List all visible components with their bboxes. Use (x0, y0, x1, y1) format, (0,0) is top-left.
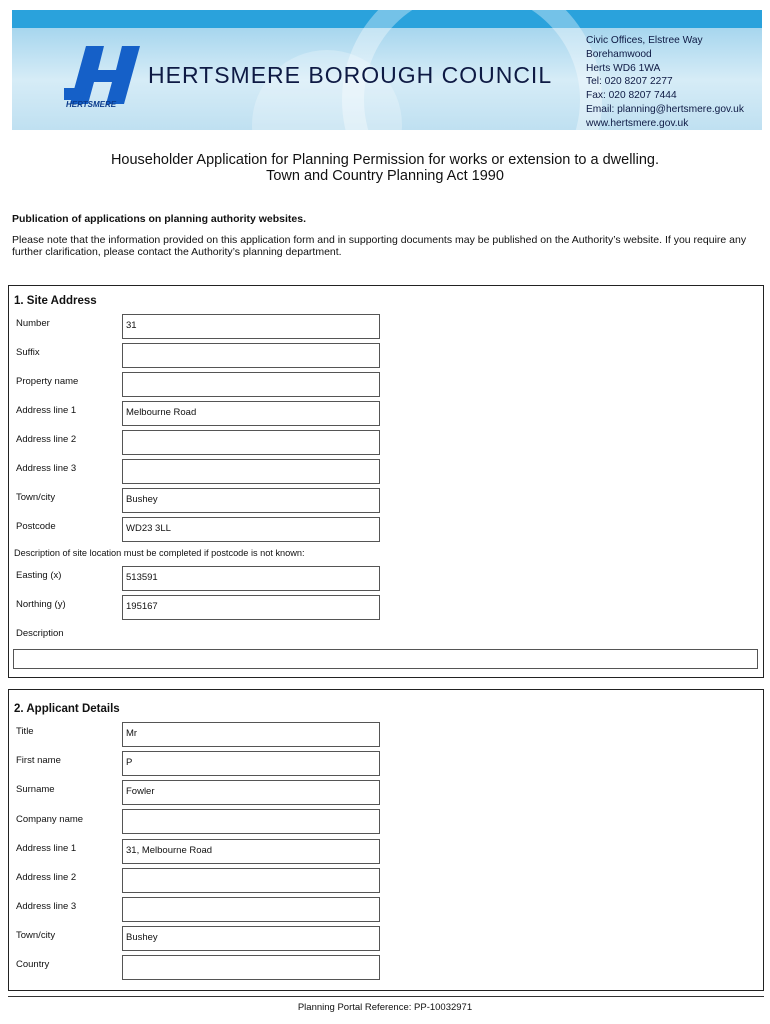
site-address-section (8, 285, 764, 678)
publication-note: Please note that the information provided on this application form and in supporting documents may be published on the Authority’s website. If you require any further clarification, please contact the Authority’s planning department. (12, 234, 747, 258)
contact-line: Fax: 020 8207 7444 (586, 90, 677, 102)
section-title: 1. Site Address (14, 295, 97, 307)
description-field[interactable] (13, 649, 758, 669)
contact-line: Civic Offices, Elstree Way (586, 35, 703, 46)
field-label: Address line 2 (16, 434, 77, 445)
property-name-field[interactable] (122, 372, 380, 397)
address-line3-field[interactable] (122, 459, 380, 484)
field-label: Postcode (16, 521, 56, 532)
field-label: Northing (y) (16, 599, 66, 610)
contact-line: Herts WD6 1WA (586, 62, 661, 74)
address-line2-field[interactable] (122, 430, 380, 455)
easting-field[interactable]: 513591 (122, 566, 380, 591)
company-name-field[interactable] (122, 809, 380, 834)
field-label: Company name (16, 814, 84, 825)
field-label: Address line 1 (16, 843, 77, 854)
field-label: Address line 3 (16, 901, 77, 912)
field-label: Number (16, 318, 50, 329)
field-label: Easting (x) (16, 570, 62, 581)
applicant-address-line3-field[interactable] (122, 897, 380, 922)
contact-line: Borehamwood (586, 48, 652, 60)
council-name: HERTSMERE BOROUGH COUNCIL (148, 62, 553, 88)
form-title-line1: Householder Application for Planning Permission for works or extension to a dwelling. (110, 152, 660, 168)
applicant-town-city-field[interactable]: Bushey (122, 926, 380, 951)
portal-reference: Planning Portal Reference: PP-10032971 (297, 1002, 473, 1013)
applicant-address-line2-field[interactable] (122, 868, 380, 893)
field-label: Suffix (16, 347, 40, 358)
form-title (0, 152, 770, 184)
footer-divider (8, 996, 764, 997)
logo-wordmark: HERTSMERE (66, 100, 117, 109)
suffix-field[interactable] (122, 343, 380, 368)
contact-website[interactable]: www.hertsmere.gov.uk (586, 117, 689, 129)
section-title: 2. Applicant Details (14, 703, 120, 715)
applicant-address-line1-field[interactable]: 31, Melbourne Road (122, 839, 380, 864)
field-label: Country (16, 959, 50, 970)
country-field[interactable] (122, 955, 380, 980)
field-label: Town/city (16, 930, 56, 941)
publication-heading: Publication of applications on planning authority websites. (12, 213, 307, 225)
field-label: Address line 3 (16, 463, 77, 474)
field-label: First name (16, 755, 61, 766)
title-field[interactable]: Mr (122, 722, 380, 747)
address-line1-field[interactable]: Melbourne Road (122, 401, 380, 426)
town-city-field[interactable]: Bushey (122, 488, 380, 513)
contact-block (586, 34, 744, 130)
applicant-details-section (8, 689, 764, 991)
field-label: Title (16, 726, 34, 737)
contact-line: Tel: 020 8207 2277 (586, 76, 673, 88)
field-label: Property name (16, 376, 79, 387)
contact-email[interactable]: Email: planning@hertsmere.gov.uk (586, 103, 744, 115)
field-label: Description (16, 628, 64, 639)
surname-field[interactable]: Fowler (122, 780, 380, 805)
form-title-line2: Town and Country Planning Act 1990 (266, 168, 504, 184)
field-label: Surname (16, 784, 55, 795)
field-label: Town/city (16, 492, 56, 503)
number-field[interactable]: 31 (122, 314, 380, 339)
field-label: Address line 1 (16, 405, 77, 416)
northing-field[interactable]: 195167 (122, 595, 380, 620)
location-note: Description of site location must be completed if postcode is not known: (14, 548, 305, 558)
first-name-field[interactable]: P (122, 751, 380, 776)
field-label: Address line 2 (16, 872, 77, 883)
postcode-field[interactable]: WD23 3LL (122, 517, 380, 542)
header-banner (12, 10, 762, 130)
